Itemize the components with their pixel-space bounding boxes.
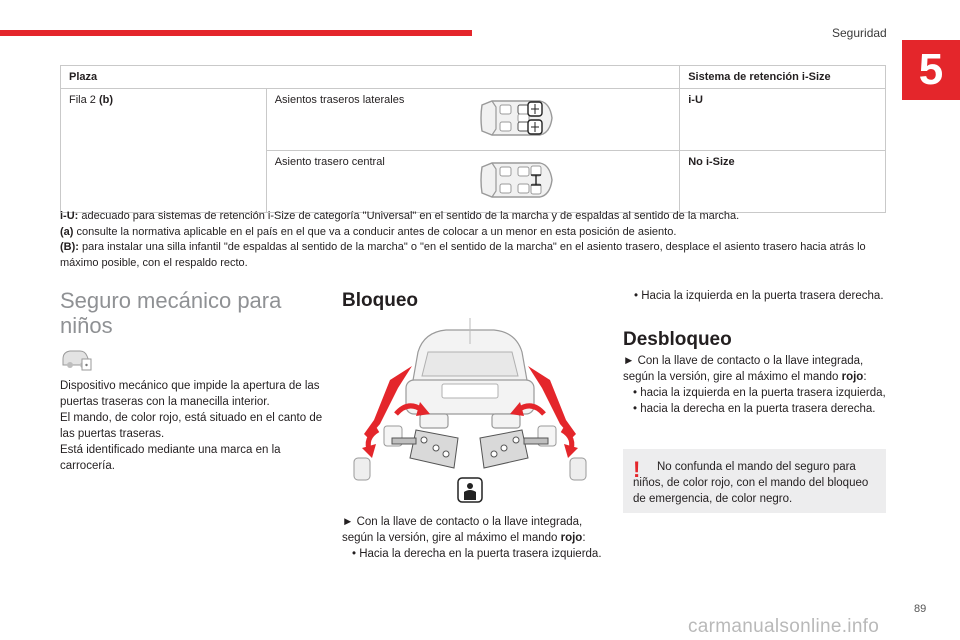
note-a-text: consulte la normativa aplicable en el país en el que va a conducir antes de colocar a un menor en esta posición de asiento. [73, 225, 677, 238]
note-iu [60, 209, 890, 225]
table-notes [60, 209, 890, 271]
page-number: 89 [914, 603, 927, 615]
lock-instructions [342, 514, 610, 562]
lock-heading: Bloqueo [342, 290, 418, 311]
isize-seat-table [60, 65, 886, 213]
list-item: • Hacia la izquierda en la puerta trasera derecha. [634, 290, 884, 302]
note-b-text: para instalar una silla infantil "de espaldas al sentido de la marcha" o "en el sentido de la marcha" en el asiento trasero, desplace el asiento trasero hacia atrás lo máximo posible, con el respaldo recto. [60, 241, 866, 269]
system-cell: i-U [680, 89, 886, 151]
note-a-label: (a) [60, 225, 74, 238]
row-label: Fila 2 [69, 94, 96, 106]
list-item-text: hacia la derecha en la puerta trasera derecha. [640, 403, 876, 415]
lock-intro [342, 514, 610, 546]
arrow-right-icon: ► [342, 516, 354, 528]
lock-intro-end: : [582, 532, 586, 544]
warning-icon: ! [633, 457, 641, 482]
child-lock-heading: Seguro mecánico para niños [60, 288, 282, 338]
warning-text: No confunda el mando del seguro para niños, de color rojo, con el mando del bloqueo de emergencia, de color negro. [633, 461, 869, 505]
unlock-instructions [623, 353, 889, 417]
chapter-number-tab: 5 [902, 40, 960, 100]
list-item-text: Hacia la derecha en la puerta trasera izquierda. [359, 548, 602, 560]
note-b [60, 240, 890, 271]
list-item-text: hacia la izquierda en la puerta trasera izquierda, [640, 387, 886, 399]
section-title: Seguridad [832, 26, 887, 40]
note-b-label: (B): [60, 241, 79, 253]
child-lock-line: Dispositivo mecánico que impide la apertura de las puertas traseras con la manecilla interior. [60, 380, 320, 408]
car-seat-center-icon [476, 155, 556, 205]
list-item: • Hacia la derecha en la puerta trasera izquierda. [352, 548, 602, 560]
warning-box [623, 449, 886, 513]
list-item-text: Hacia la izquierda en la puerta trasera derecha. [641, 290, 884, 302]
unlock-intro-text: Con la llave de contacto o la llave integrada, según la versión, gire al máximo el mando [623, 355, 864, 383]
lock-continuation [624, 288, 886, 304]
child-lock-line: Está identificado mediante una marca en la carrocería. [60, 444, 281, 472]
child-lock-description [60, 378, 330, 474]
note-iu-text: adecuado para sistemas de retención i-Size de categoría "Universal" en el sentido de la marcha y de espaldas al sentido de la marcha. [78, 210, 740, 222]
table-header-row [61, 66, 886, 89]
system-cell: No i-Size [680, 151, 886, 213]
note-a [60, 225, 890, 241]
header-system: Sistema de retención i-Size [680, 66, 886, 89]
list-item: • hacia la derecha en la puerta trasera derecha. [633, 403, 876, 415]
seat-diagram-cell [472, 151, 680, 213]
unlock-heading: Desbloqueo [623, 329, 732, 350]
child-lock-icon [60, 345, 92, 371]
header-place: Plaza [61, 66, 680, 89]
table-row [61, 89, 886, 151]
lock-intro-bold: rojo [560, 532, 583, 544]
lock-intro-text: Con la llave de contacto o la llave integrada, según la versión, gire al máximo el mando [342, 516, 583, 544]
unlock-intro-end: : [863, 371, 867, 383]
unlock-intro [623, 353, 889, 385]
row-label-suffix: (b) [98, 94, 114, 106]
child-lock-line: El mando, de color rojo, está situado en el canto de las puertas traseras. [60, 412, 323, 440]
child-lock-figure [350, 318, 590, 508]
unlock-intro-bold: rojo [841, 371, 864, 383]
watermark: carmanualsonline.info [688, 616, 880, 637]
car-seats-outer-icon [476, 93, 556, 143]
note-iu-label: i-U: [60, 210, 79, 222]
arrow-right-icon: ► [623, 355, 635, 367]
seat-position-cell: Asiento trasero central [266, 151, 472, 213]
row-label-cell [61, 89, 267, 213]
seat-position-cell: Asientos traseros laterales [266, 89, 472, 151]
seat-diagram-cell [472, 89, 680, 151]
header-red-bar [0, 30, 472, 36]
list-item: • hacia la izquierda en la puerta trasera izquierda, [633, 387, 886, 399]
